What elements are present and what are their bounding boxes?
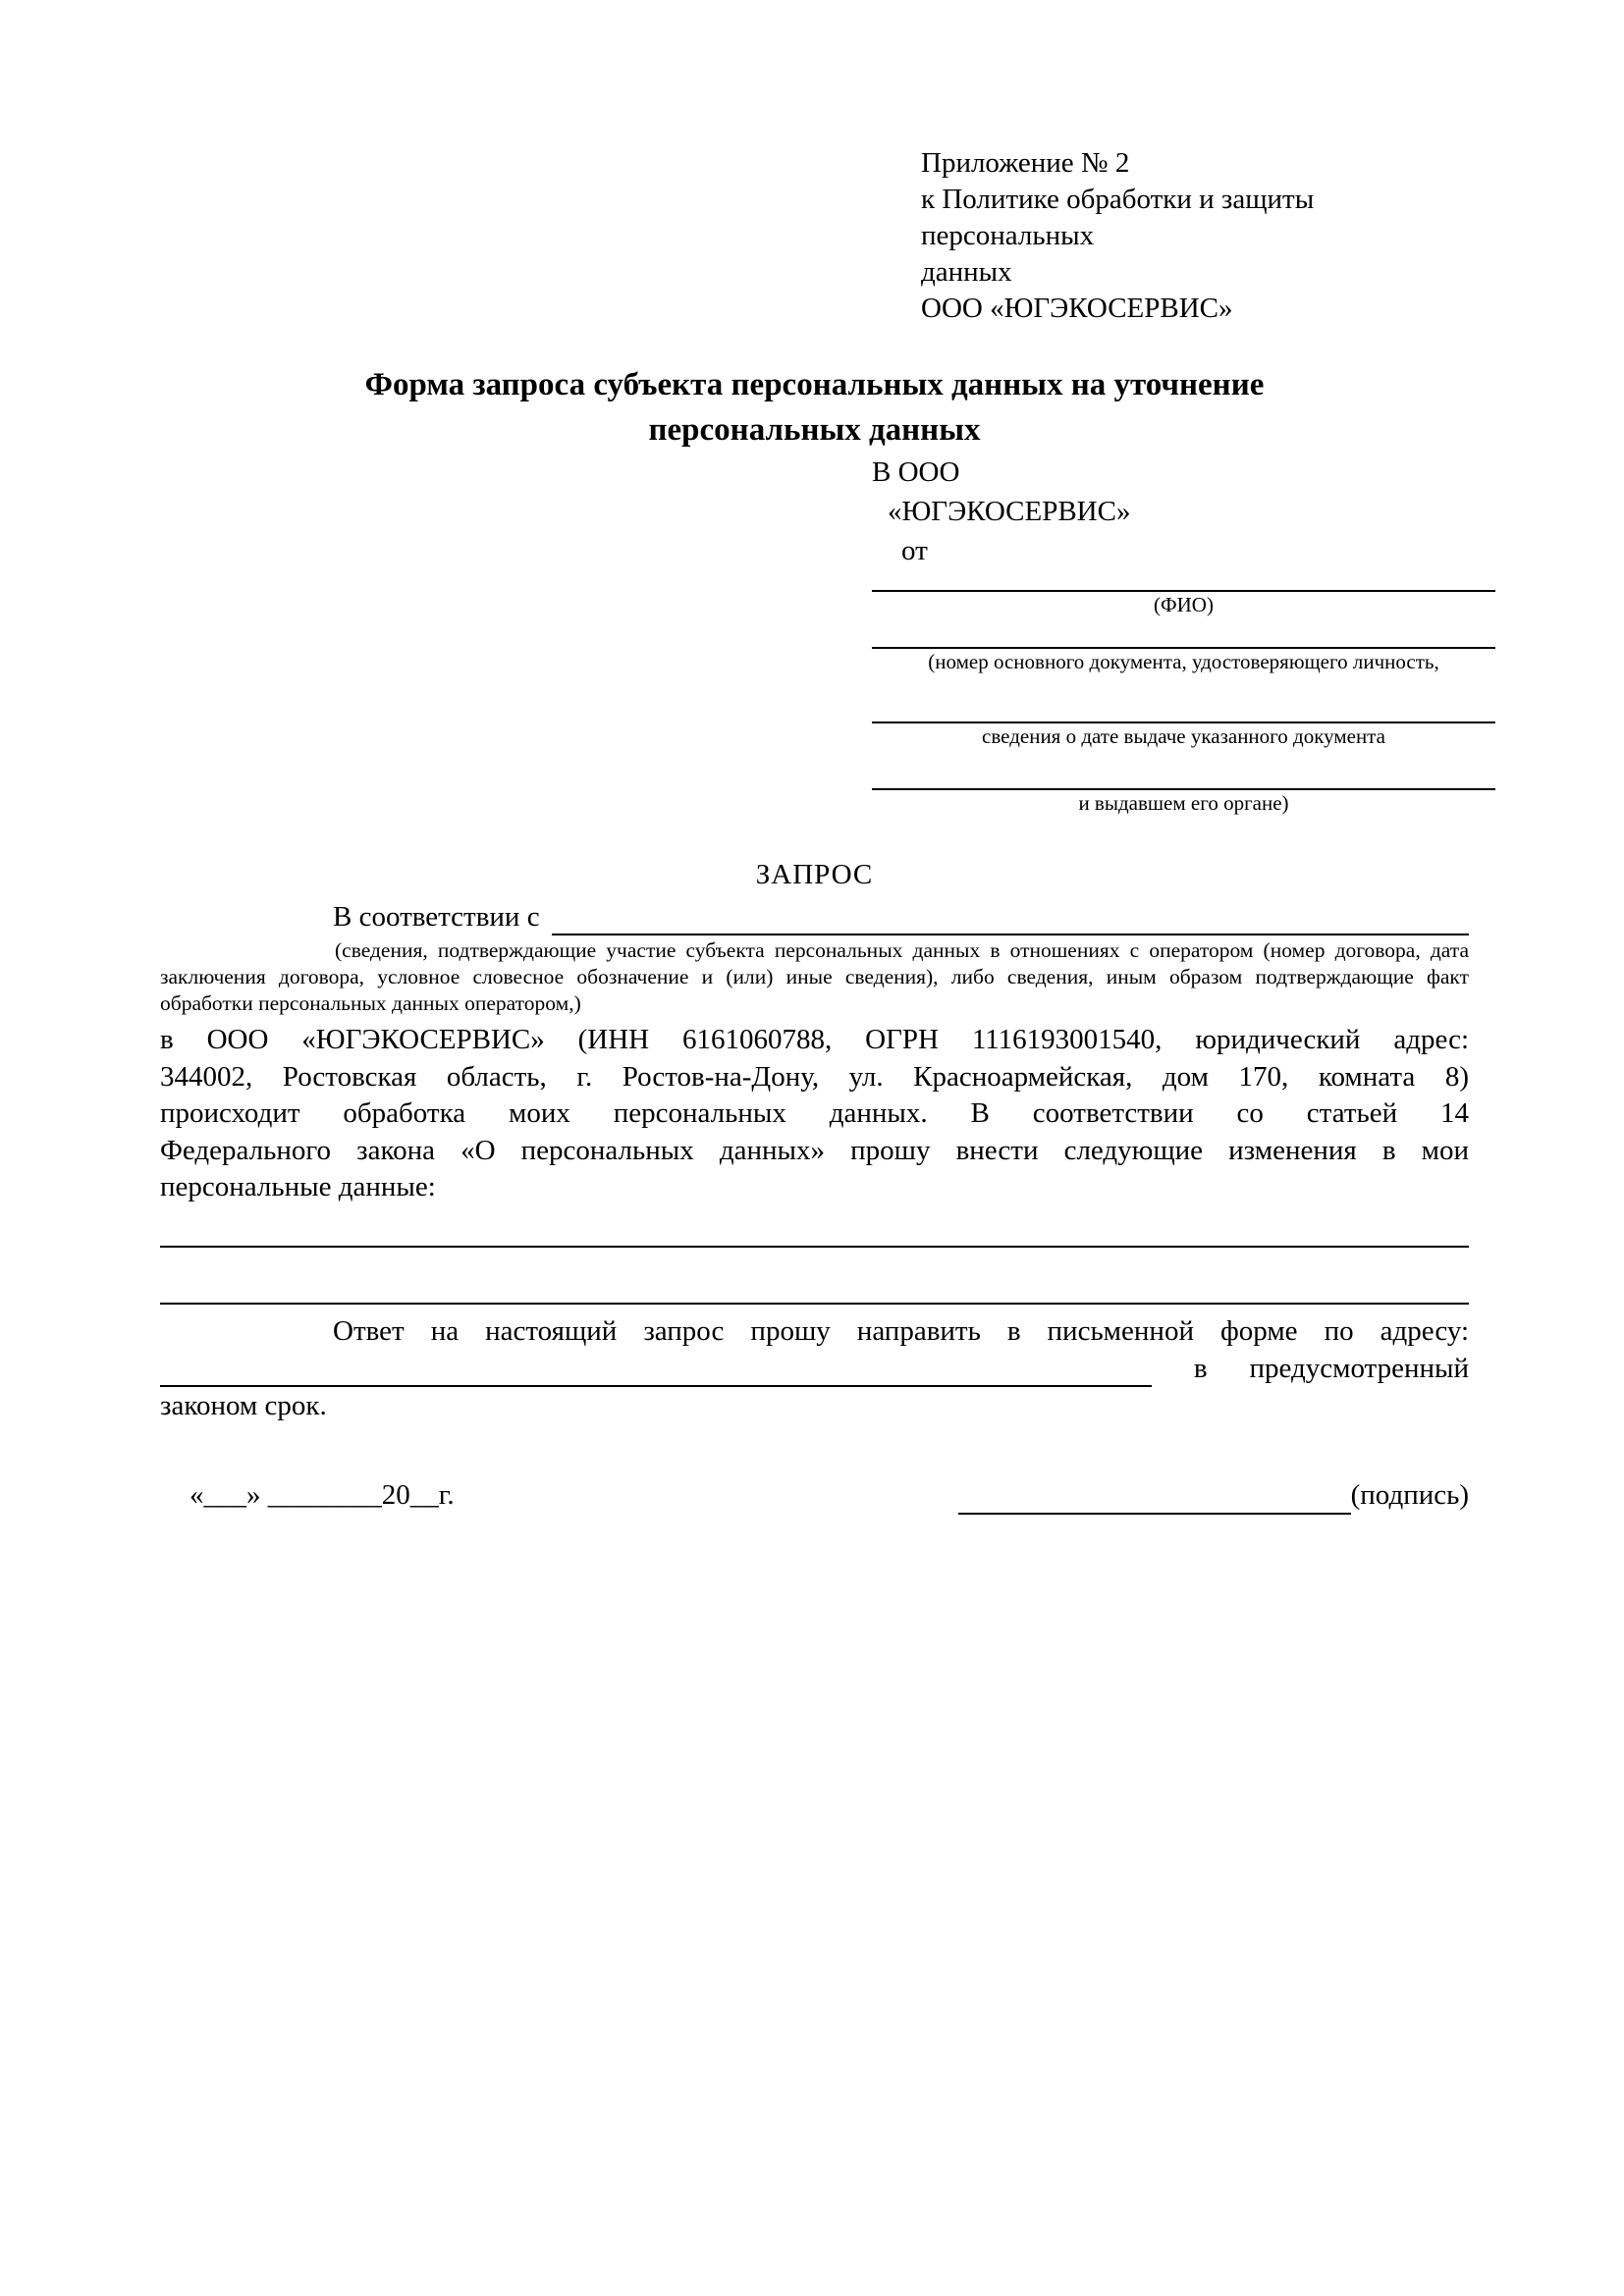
issue-date-blank-line <box>872 702 1495 723</box>
fio-caption: (ФИО) <box>1154 593 1214 616</box>
explanatory-note-line-1: (сведения, подтверждающие участие субъекта персональных данных в отношениях с оператором (номер договора, дата <box>335 938 1469 962</box>
legal-basis-blank-line <box>552 904 1469 935</box>
reply-address-row <box>160 1350 1469 1387</box>
request-body-line-3: происходит обработка моих персональных данных. В соответствии со статьей 14 <box>160 1097 1469 1129</box>
reply-word-mid: в <box>1193 1352 1208 1384</box>
reply-line-3: законом срок. <box>160 1389 327 1421</box>
request-body-line-1: в ООО «ЮГЭКОСЕРВИС» (ИНН 6161060788, ОГРН 1116193001540, юридический адрес: <box>160 1024 1469 1055</box>
reply-paragraph <box>160 1312 1469 1424</box>
signature-caption: (подпись) <box>1350 1478 1469 1511</box>
request-body-line-2: 344002, Ростовская область, г. Ростов-на-Дону, ул. Красноармейская, дом 170, комната 8) <box>160 1060 1469 1093</box>
explanatory-note-line-3: обработки персональных данных оператором,) <box>160 991 581 1015</box>
changes-blank-line-2 <box>160 1281 1469 1305</box>
appendix-line-2: к Политике обработки и защиты персональных <box>921 184 1315 251</box>
appendix-line-3: данных <box>921 256 1012 288</box>
changes-blank-line-1 <box>160 1224 1469 1248</box>
addressee-to-line: В ООО <box>872 456 960 488</box>
issuing-authority-blank-line <box>872 769 1495 790</box>
signature-blank-line <box>958 1483 1351 1515</box>
appendix-block <box>921 145 1469 327</box>
document-title <box>160 362 1469 453</box>
legal-basis-row <box>160 898 1469 935</box>
explanatory-note <box>160 937 1469 1017</box>
date-field: «___» ________20__г. <box>189 1478 455 1511</box>
request-body <box>160 1022 1469 1206</box>
signature-field <box>958 1475 1469 1515</box>
appendix-company-name: ООО «ЮГЭКОСЕРВИС» <box>921 293 1233 324</box>
addressee-from-label: от <box>901 535 928 566</box>
document-title-line-1: Форма запроса субъекта персональных данных на уточнение <box>364 367 1265 402</box>
document-number-blank-line <box>872 627 1495 649</box>
explanatory-note-line-2: заключения договора, условное словесное обозначение и (или) иные сведения), либо сведения, иным образом подтверждающие факт <box>160 965 1469 988</box>
issue-date-caption: сведения о дате выдаче указанного документа <box>982 724 1385 748</box>
fio-blank-line <box>872 570 1495 592</box>
legal-basis-label: В соответствии с <box>333 901 540 933</box>
reply-line-1: Ответ на настоящий запрос прошу направить в письменной форме по адресу: <box>333 1314 1469 1347</box>
reply-address-blank-line <box>160 1356 1152 1387</box>
document-number-caption: (номер основного документа, удостоверяющего личность, <box>928 650 1439 673</box>
date-signature-row <box>160 1475 1469 1515</box>
addressee-block <box>872 453 1495 816</box>
request-heading: ЗАПРОС <box>755 859 874 890</box>
request-body-line-4: Федерального закона «О персональных данных» прошу внести следующие изменения в мои <box>160 1134 1469 1166</box>
addressee-company-name: «ЮГЭКОСЕРВИС» <box>888 496 1131 527</box>
issuing-authority-caption: и выдавшем его органе) <box>1078 791 1289 815</box>
request-body-line-5: персональные данные: <box>160 1171 436 1202</box>
document-title-line-2: персональных данных <box>648 412 981 448</box>
appendix-line-1: Приложение № 2 <box>921 147 1130 179</box>
reply-word-right: предусмотренный <box>1249 1352 1469 1384</box>
